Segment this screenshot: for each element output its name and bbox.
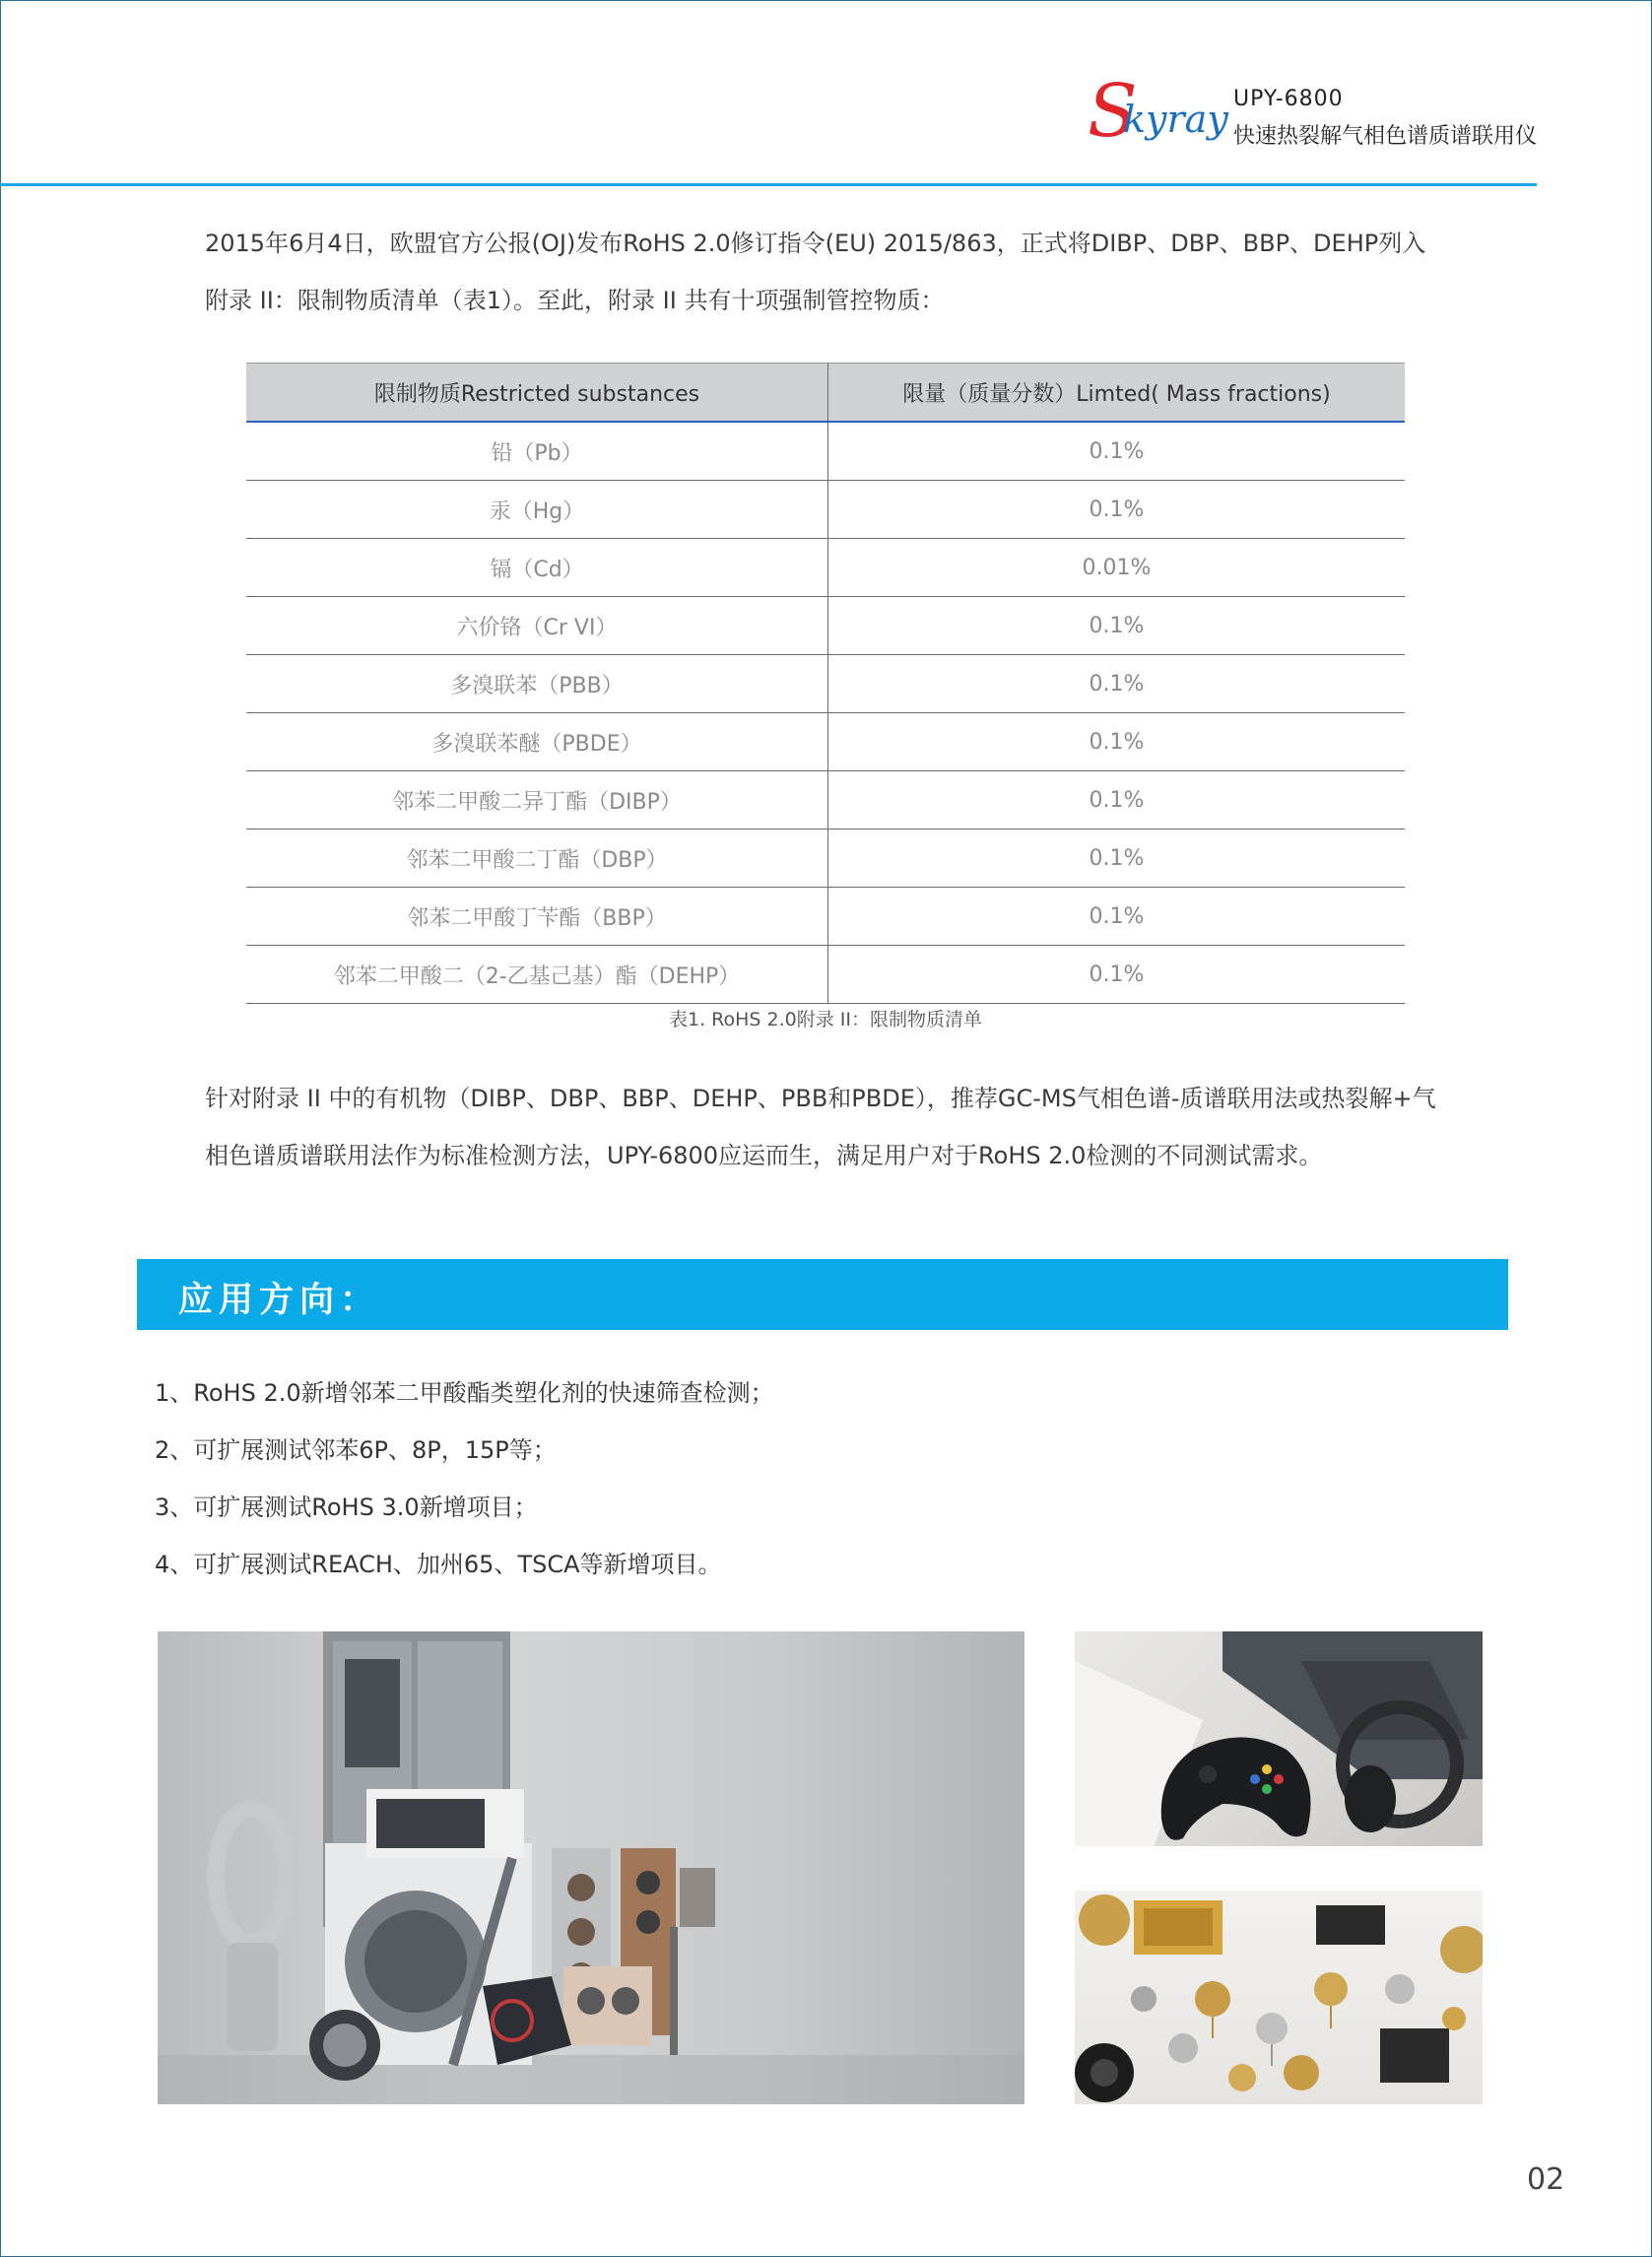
table-row <box>246 655 1405 713</box>
table-row <box>246 422 1405 481</box>
product-name: 快速热裂解气相色谱质谱联用仪 <box>1233 124 1538 149</box>
substance-cell: 邻苯二甲酸二异丁酯（DIBP） <box>246 771 828 830</box>
limit-cell: 0.1% <box>828 481 1406 539</box>
limit-cell: 0.1% <box>828 422 1406 481</box>
limit-cell: 0.1% <box>828 888 1406 946</box>
limit-cell: 0.1% <box>828 713 1406 771</box>
restricted-substances-table <box>246 363 1405 1004</box>
substance-cell: 邻苯二甲酸二丁酯（DBP） <box>246 830 828 888</box>
table-row <box>246 946 1405 1004</box>
substance-cell: 邻苯二甲酸二（2-乙基己基）酯（DEHP） <box>246 946 828 1004</box>
intro-line-2: 附录 II：限制物质清单（表1）。至此，附录 II 共有十项强制管控物质： <box>205 287 945 314</box>
page-number: 02 <box>1527 2162 1565 2197</box>
substance-cell: 六价铬（Cr VI） <box>246 597 828 655</box>
limit-cell: 0.1% <box>828 946 1406 1004</box>
substance-cell: 多溴联苯醚（PBDE） <box>246 713 828 771</box>
intro-paragraph <box>205 215 1476 329</box>
table-row <box>246 830 1405 888</box>
substance-cell: 多溴联苯（PBB） <box>246 655 828 713</box>
appliances-photo <box>158 1631 1024 2104</box>
table-row <box>246 597 1405 655</box>
table-row <box>246 539 1405 597</box>
substance-cell: 汞（Hg） <box>246 481 828 539</box>
limit-cell: 0.1% <box>828 830 1406 888</box>
skyray-logo: S kyray <box>1088 69 1228 154</box>
recommendation-line-2: 相色谱质谱联用法作为标准检测方法，UPY-6800应运而生，满足用户对于RoHS 2.0检测的不同测试需求。 <box>205 1142 1323 1169</box>
table-row <box>246 481 1405 539</box>
list-item: 1、RoHS 2.0新增邻苯二甲酸酯类塑化剂的快速筛查检测； <box>155 1379 774 1407</box>
recommendation-line-1: 针对附录 II 中的有机物（DIBP、DBP、BBP、DEHP、PBB和PBDE），推荐GC-MS气相色谱-质谱联用法或热裂解+气 <box>205 1085 1436 1112</box>
header-limit: 限量（质量分数）Limted( Mass fractions) <box>828 364 1406 423</box>
electronic-components-photo <box>1075 1891 1483 2104</box>
header-substance: 限制物质Restricted substances <box>246 364 828 423</box>
limit-cell: 0.1% <box>828 597 1406 655</box>
table-row <box>246 771 1405 830</box>
table-caption: 表1. RoHS 2.0附录 II：限制物质清单 <box>669 1009 982 1030</box>
list-item: 3、可扩展测试RoHS 3.0新增项目； <box>155 1494 538 1521</box>
model-number: UPY-6800 <box>1233 87 1344 111</box>
table-row <box>246 888 1405 946</box>
limit-cell: 0.1% <box>828 655 1406 713</box>
list-item: 2、可扩展测试邻苯6P、8P，15P等； <box>155 1436 557 1464</box>
header-divider <box>0 183 1537 186</box>
section-title: 应用方向： <box>178 1281 381 1320</box>
limit-cell: 0.1% <box>828 771 1406 830</box>
limit-cell: 0.01% <box>828 539 1406 597</box>
substance-cell: 镉（Cd） <box>246 539 828 597</box>
application-list <box>155 1364 774 1593</box>
table-row <box>246 713 1405 771</box>
substance-cell: 邻苯二甲酸丁苄酯（BBP） <box>246 888 828 946</box>
table-header-row <box>246 364 1405 423</box>
section-header-band <box>137 1259 1508 1330</box>
recommendation-paragraph <box>205 1070 1476 1184</box>
substance-cell: 铅（Pb） <box>246 422 828 481</box>
list-item: 4、可扩展测试REACH、加州65、TSCA等新增项目。 <box>155 1551 722 1578</box>
intro-line-1: 2015年6月4日，欧盟官方公报(OJ)发布RoHS 2.0修订指令(EU) 2015/863，正式将DIBP、DBP、BBP、DEHP列入 <box>205 230 1426 257</box>
gaming-photo <box>1075 1631 1483 1846</box>
